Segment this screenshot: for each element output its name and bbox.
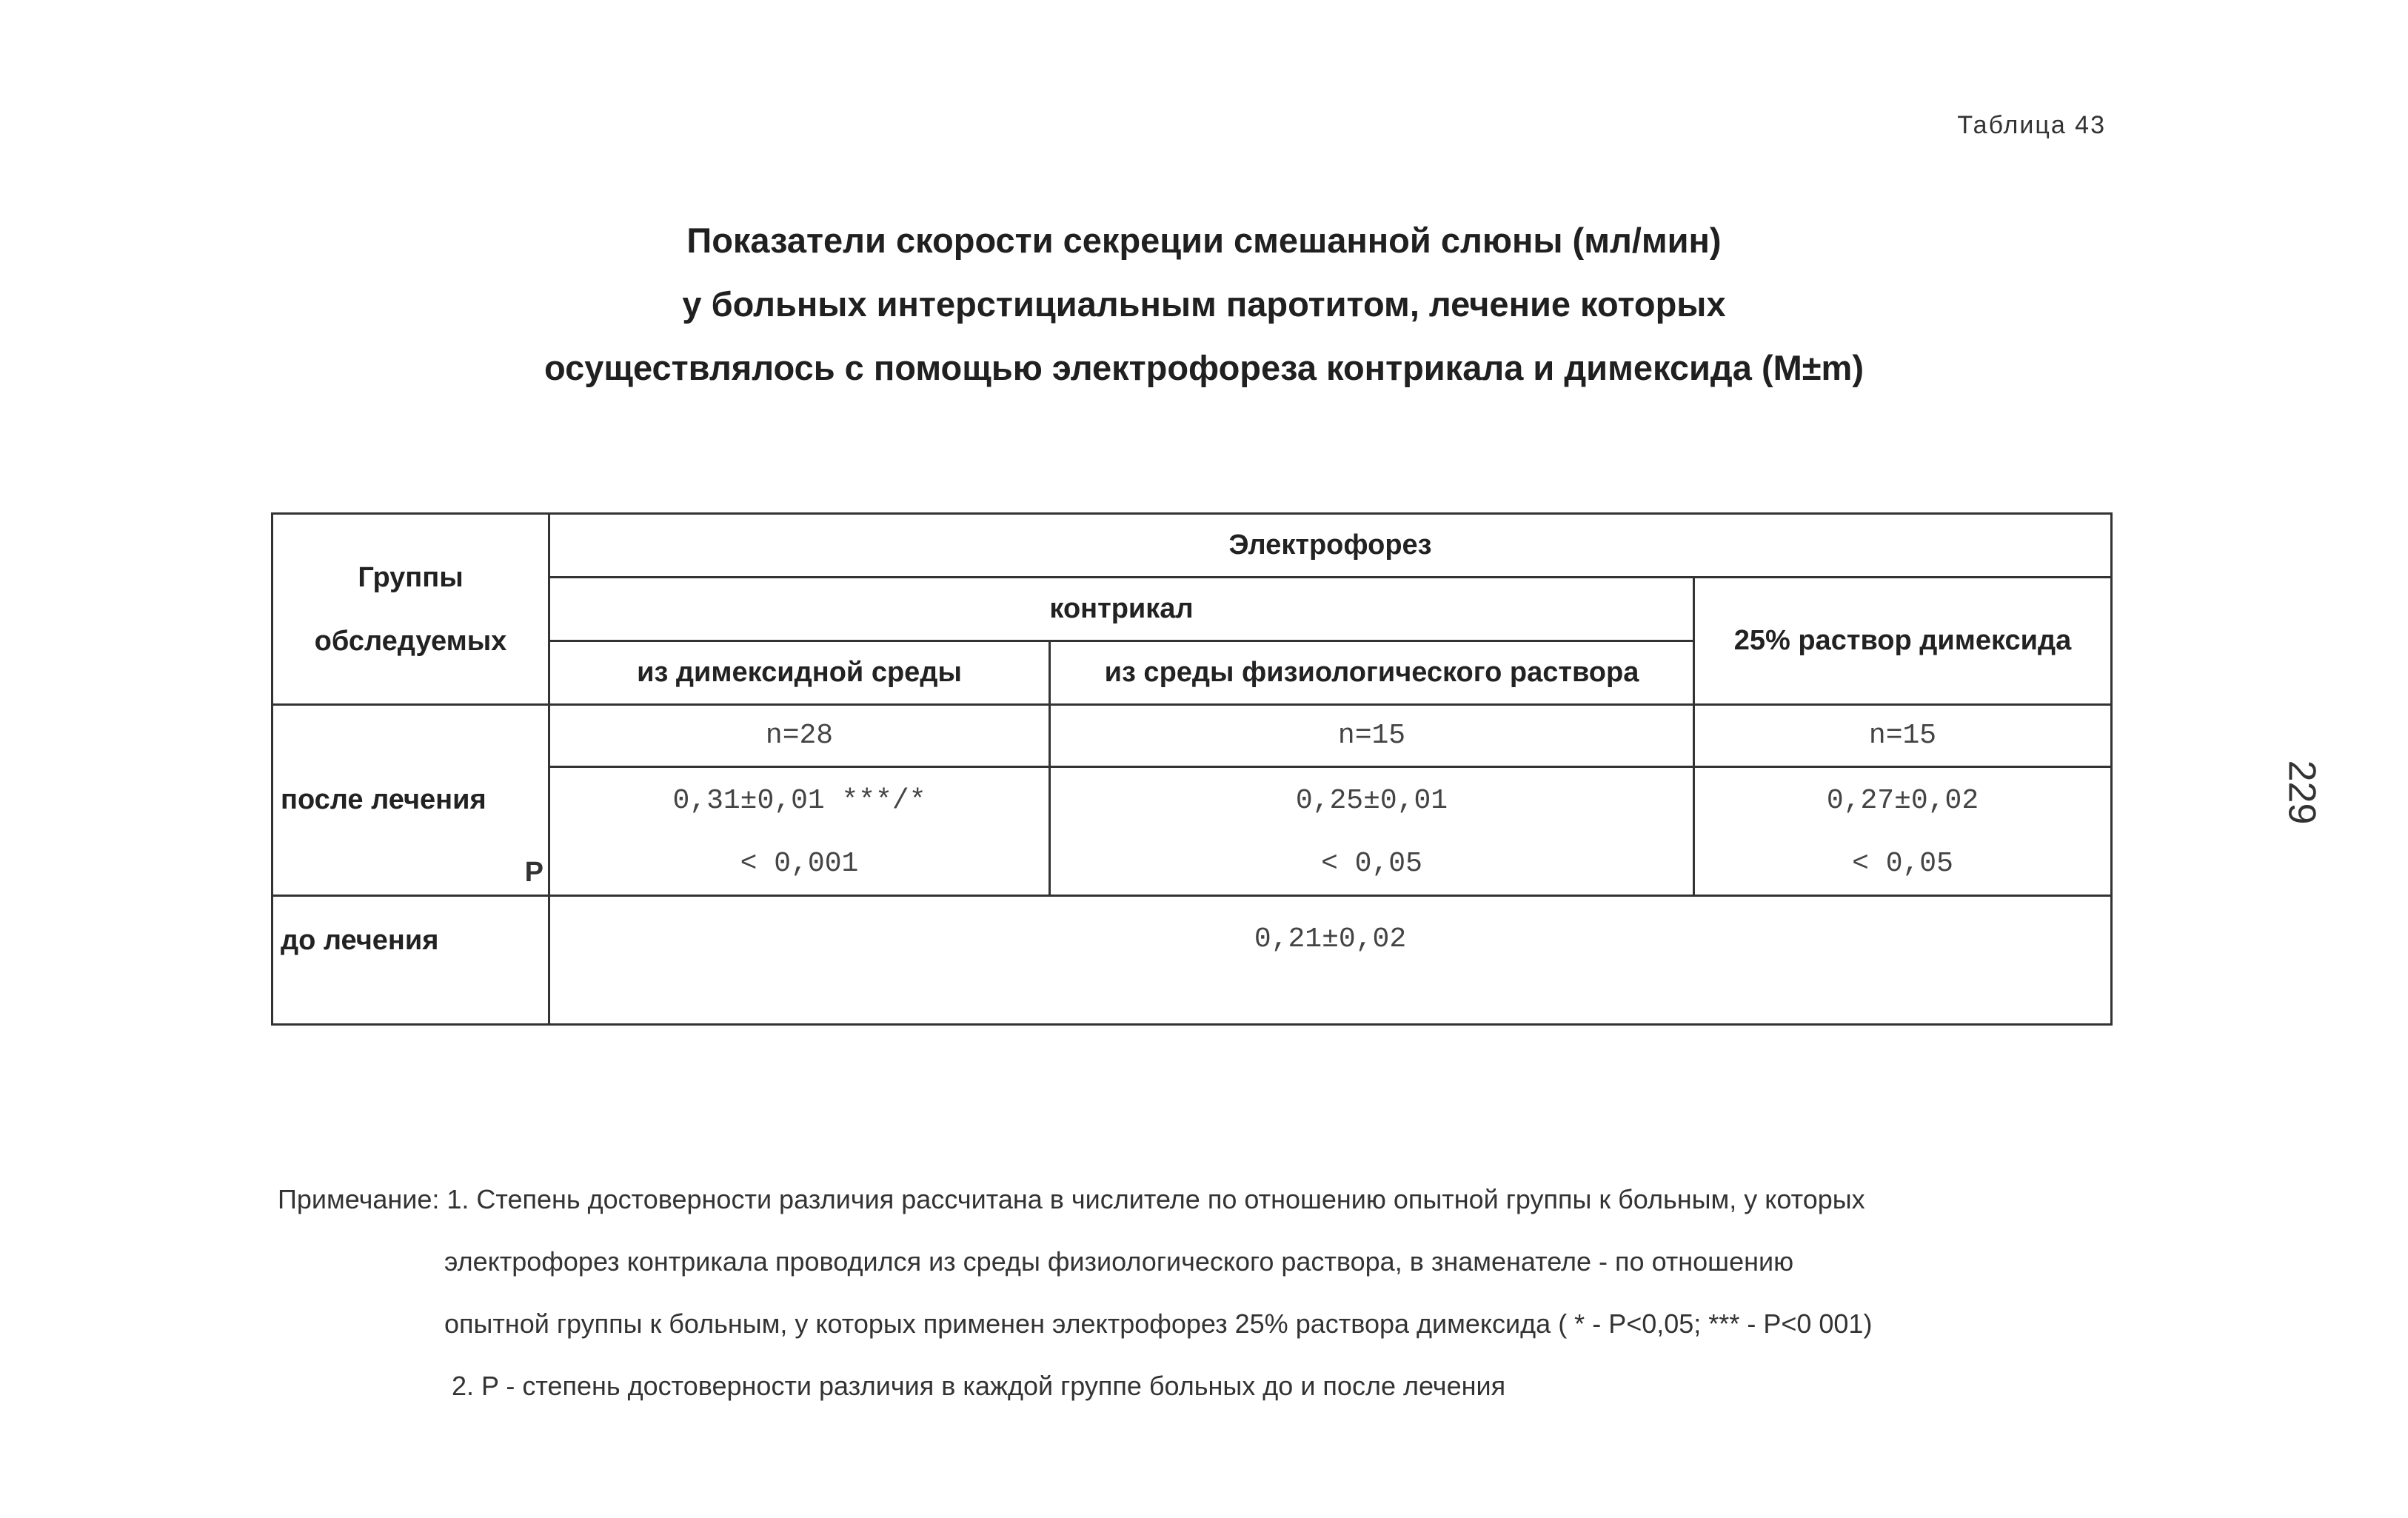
n-value-3: n=15 [1694,705,2112,767]
p-value-2: < 0,05 [1050,834,1694,896]
note-line-4: 2. P - степень достоверности различия в каждой группе больных до и после лечения [452,1371,1506,1401]
title-line-3: осуществлялось с помощью электрофореза контрикала и димексида (M±m) [544,348,1864,387]
p-value-3: < 0,05 [1694,834,2112,896]
title-line-1: Показатели скорости секреции смешанной слюны (мл/мин) [686,221,1722,260]
before-treatment-label: до лечения [272,896,549,1025]
table-number: Таблица 43 [1957,111,2106,139]
contrical-header: контрикал [549,578,1694,641]
group-header-label: Группы обследуемых [314,561,507,657]
table-title [0,209,2408,400]
after-treatment-label-cell [272,705,549,896]
after-value-2: 0,25±0,01 [1050,767,1694,834]
after-treatment-label: после лечения [281,784,486,815]
before-value: 0,21±0,02 [549,896,2112,1025]
p-value-1: < 0,001 [549,834,1050,896]
electrophoresis-header: Электрофорез [549,514,2112,578]
after-value-1: 0,31±0,01 ***/* [549,767,1050,834]
note-line-3: опытной группы к больным, у которых применен электрофорез 25% раствора димексида ( * - P<0,05; *** - P<0 001) [444,1308,1873,1339]
note-line-1: Примечание: 1. Степень достоверности различия рассчитана в числителе по отношению опытной группы к больным, у которых [278,1184,1865,1214]
notes [278,1168,2099,1417]
p-label: P [524,857,544,888]
saline-medium-header: из среды физиологического раствора [1050,641,1694,705]
n-value-1: n=28 [549,705,1050,767]
data-table [271,512,2113,1026]
n-value-2: n=15 [1050,705,1694,767]
note-line-2: электрофорез контрикала проводился из среды физиологического раствора, в знаменателе - по отношению [444,1246,1794,1277]
dimexide-header: 25% раствор димексида [1694,578,2112,705]
title-line-2: у больных интерстициальным паротитом, лечение которых [682,284,1726,324]
dimexide-medium-header: из димексидной среды [549,641,1050,705]
group-header [272,514,549,705]
page-number: 229 [2280,760,2324,825]
after-value-3: 0,27±0,02 [1694,767,2112,834]
